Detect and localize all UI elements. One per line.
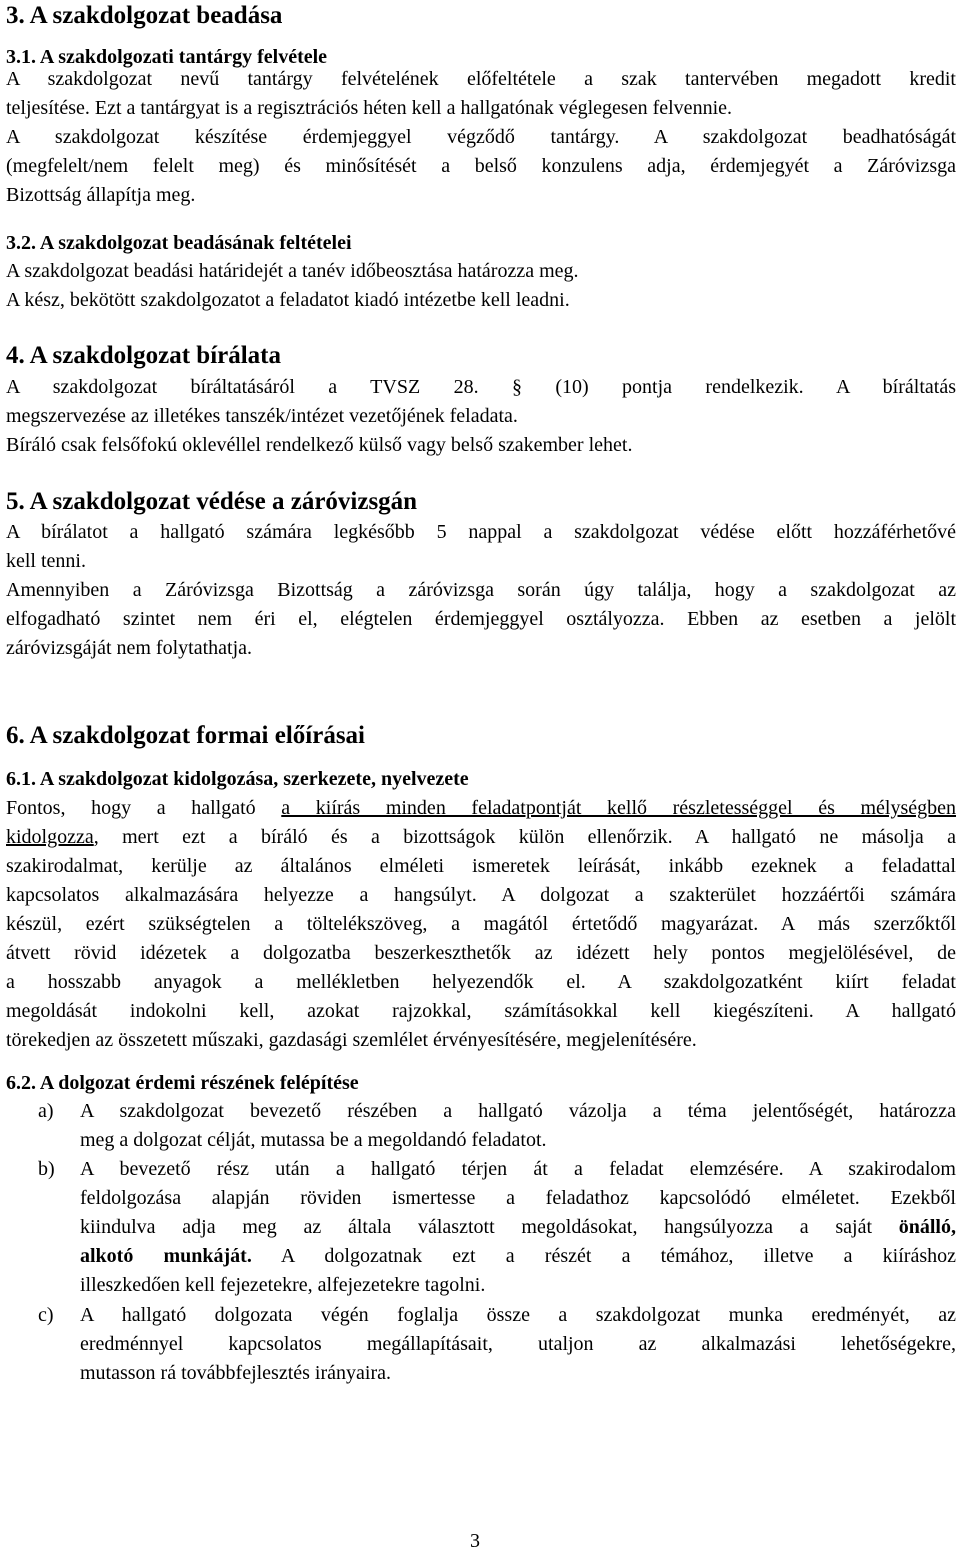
list-label: c) xyxy=(38,1304,54,1326)
section-6-1-heading: 6.1. A szakdolgozat kidolgozása, szerkezete, nyelvezete xyxy=(6,768,469,790)
list-label: b) xyxy=(38,1158,55,1180)
section-5-heading: 5. A szakdolgozat védése a záróvizsgán xyxy=(6,488,418,515)
list-item-text xyxy=(80,1301,956,1388)
underlined-text: a kiírás minden feladatpontját kellő részletességgel és mélységben xyxy=(281,797,957,819)
text-line: meg a dolgozat célját, mutassa be a megoldandó feladatot. xyxy=(80,1129,547,1151)
text-fragment: A dolgozatnak ezt a részét a témához, illetve a kiíráshoz xyxy=(251,1245,956,1267)
text-line: elfogadható szintet nem éri el, elégtelen érdemjeggyel osztályozza. Ebben az esetben a jelölt xyxy=(6,608,956,630)
list-item-text xyxy=(80,1155,956,1300)
text-line: (megfelelt/nem felelt meg) és minősítését a belső konzulens adja, érdemjegyét a Záróvizsga xyxy=(6,155,956,177)
text-line xyxy=(80,1242,956,1271)
text-line: átvett rövid idézetek a dolgozatba beszerkeszthetők az idézett hely pontos megjelölésével, de xyxy=(6,942,956,964)
text-line xyxy=(80,1213,956,1242)
text-line: a hosszabb anyagok a mellékletben helyezendők el. A szakdolgozatként kiírt feladat xyxy=(6,971,956,993)
section-3-heading: 3. A szakdolgozat beadása xyxy=(6,2,283,29)
text-line: eredménnyel kapcsolatos megállapításait, utaljon az alkalmazási lehetőségekre, xyxy=(80,1333,956,1355)
section-6-2-heading: 6.2. A dolgozat érdemi részének felépítése xyxy=(6,1072,359,1094)
text-fragment: Fontos, hogy a hallgató xyxy=(6,797,282,819)
text-line: megszervezése az illetékes tanszék/intézet vezetőjének feladata. xyxy=(6,405,518,427)
text-line: megoldását indokolni kell, azokat rajzokkal, számításokkal kell kiegészíteni. A hallgató xyxy=(6,1000,956,1022)
text-line: Bíráló csak felsőfokú oklevéllel rendelkező külső vagy belső szakember lehet. xyxy=(6,434,633,456)
section-5-paragraph xyxy=(6,518,956,663)
text-line: A kész, bekötött szakdolgozatot a feladatot kiadó intézetbe kell leadni. xyxy=(6,289,570,311)
section-6-1-paragraph xyxy=(6,794,956,1055)
section-4-paragraph xyxy=(6,373,956,460)
list-label: a) xyxy=(38,1100,54,1122)
text-line: A szakdolgozat nevű tantárgy felvételének előfeltétele a szak tantervében megadott kredit xyxy=(6,68,956,90)
section-3-1-heading: 3.1. A szakdolgozati tantárgy felvétele xyxy=(6,46,328,68)
text-line: Bizottság állapítja meg. xyxy=(6,184,196,206)
text-line: A bírálatot a hallgató számára legkésőbb 5 nappal a szakdolgozat védése előtt hozzáférhetővé xyxy=(6,521,956,543)
text-line: A szakdolgozat bíráltatásáról a TVSZ 28. § (10) pontja rendelkezik. A bíráltatás xyxy=(6,376,956,398)
text-fragment: , mert ezt a bíráló és a bizottságok külön ellenőrzik. A hallgató ne másolja a xyxy=(93,826,956,848)
text-line xyxy=(6,823,956,852)
text-line: A szakdolgozat készítése érdemjeggyel végződő tantárgy. A szakdolgozat beadhatóságát xyxy=(6,126,956,148)
text-line: záróvizsgáját nem folytathatja. xyxy=(6,637,253,659)
text-line: A szakdolgozat bevezető részében a hallgató vázolja a téma jelentőségét, határozza xyxy=(80,1100,956,1122)
text-line: készül, ezért szükségtelen a töltelékszöveg, a magától értetődő magyarázat. A más szerzőktől xyxy=(6,913,956,935)
bold-text: alkotó munkáját. xyxy=(80,1245,252,1267)
section-4-heading: 4. A szakdolgozat bírálata xyxy=(6,342,282,369)
text-line: mutasson rá továbbfejlesztés irányaira. xyxy=(80,1362,391,1384)
text-line: illeszkedően kell fejezetekre, alfejezetekre tagolni. xyxy=(80,1274,486,1296)
underlined-text: kidolgozza xyxy=(6,826,94,848)
section-3-2-paragraph xyxy=(6,257,956,315)
section-6-heading: 6. A szakdolgozat formai előírásai xyxy=(6,722,365,749)
text-line: teljesítése. Ezt a tantárgyat is a regisztrációs héten kell a hallgatónak véglegesen felvennie. xyxy=(6,97,732,119)
page-number: 3 xyxy=(470,1530,480,1552)
list-item-text xyxy=(80,1097,956,1155)
text-line: törekedjen az összetett műszaki, gazdasági szemlélet érvényesítésére, megjelenítésére. xyxy=(6,1029,697,1051)
text-fragment: kiindulva adja meg az általa választott megoldásokat, hangsúlyozza a saját xyxy=(80,1216,899,1238)
text-line: szakirodalmat, kerülje az általános elméleti ismeretek leírását, inkább ezeknek a feladattal xyxy=(6,855,956,877)
section-3-2-heading: 3.2. A szakdolgozat beadásának feltételei xyxy=(6,232,352,254)
section-3-1-paragraph xyxy=(6,65,956,210)
text-line xyxy=(6,794,956,823)
text-line: A hallgató dolgozata végén foglalja össze a szakdolgozat munka eredményét, az xyxy=(80,1304,956,1326)
text-line: kapcsolatos alkalmazására helyezze a hangsúlyt. A dolgozat a szakterület hozzáértői számára xyxy=(6,884,956,906)
text-line: Amennyiben a Záróvizsga Bizottság a záróvizsga során úgy találja, hogy a szakdolgozat az xyxy=(6,579,956,601)
text-line: feldolgozása alapján röviden ismertesse a feladathoz kapcsolódó elméletet. Ezekből xyxy=(80,1187,956,1209)
text-line: A bevezető rész után a hallgató térjen át a feladat elemzésére. A szakirodalom xyxy=(80,1158,956,1180)
text-line: A szakdolgozat beadási határidejét a tanév időbeosztása határozza meg. xyxy=(6,260,579,282)
text-line: kell tenni. xyxy=(6,550,86,572)
bold-text: önálló, xyxy=(898,1216,956,1238)
